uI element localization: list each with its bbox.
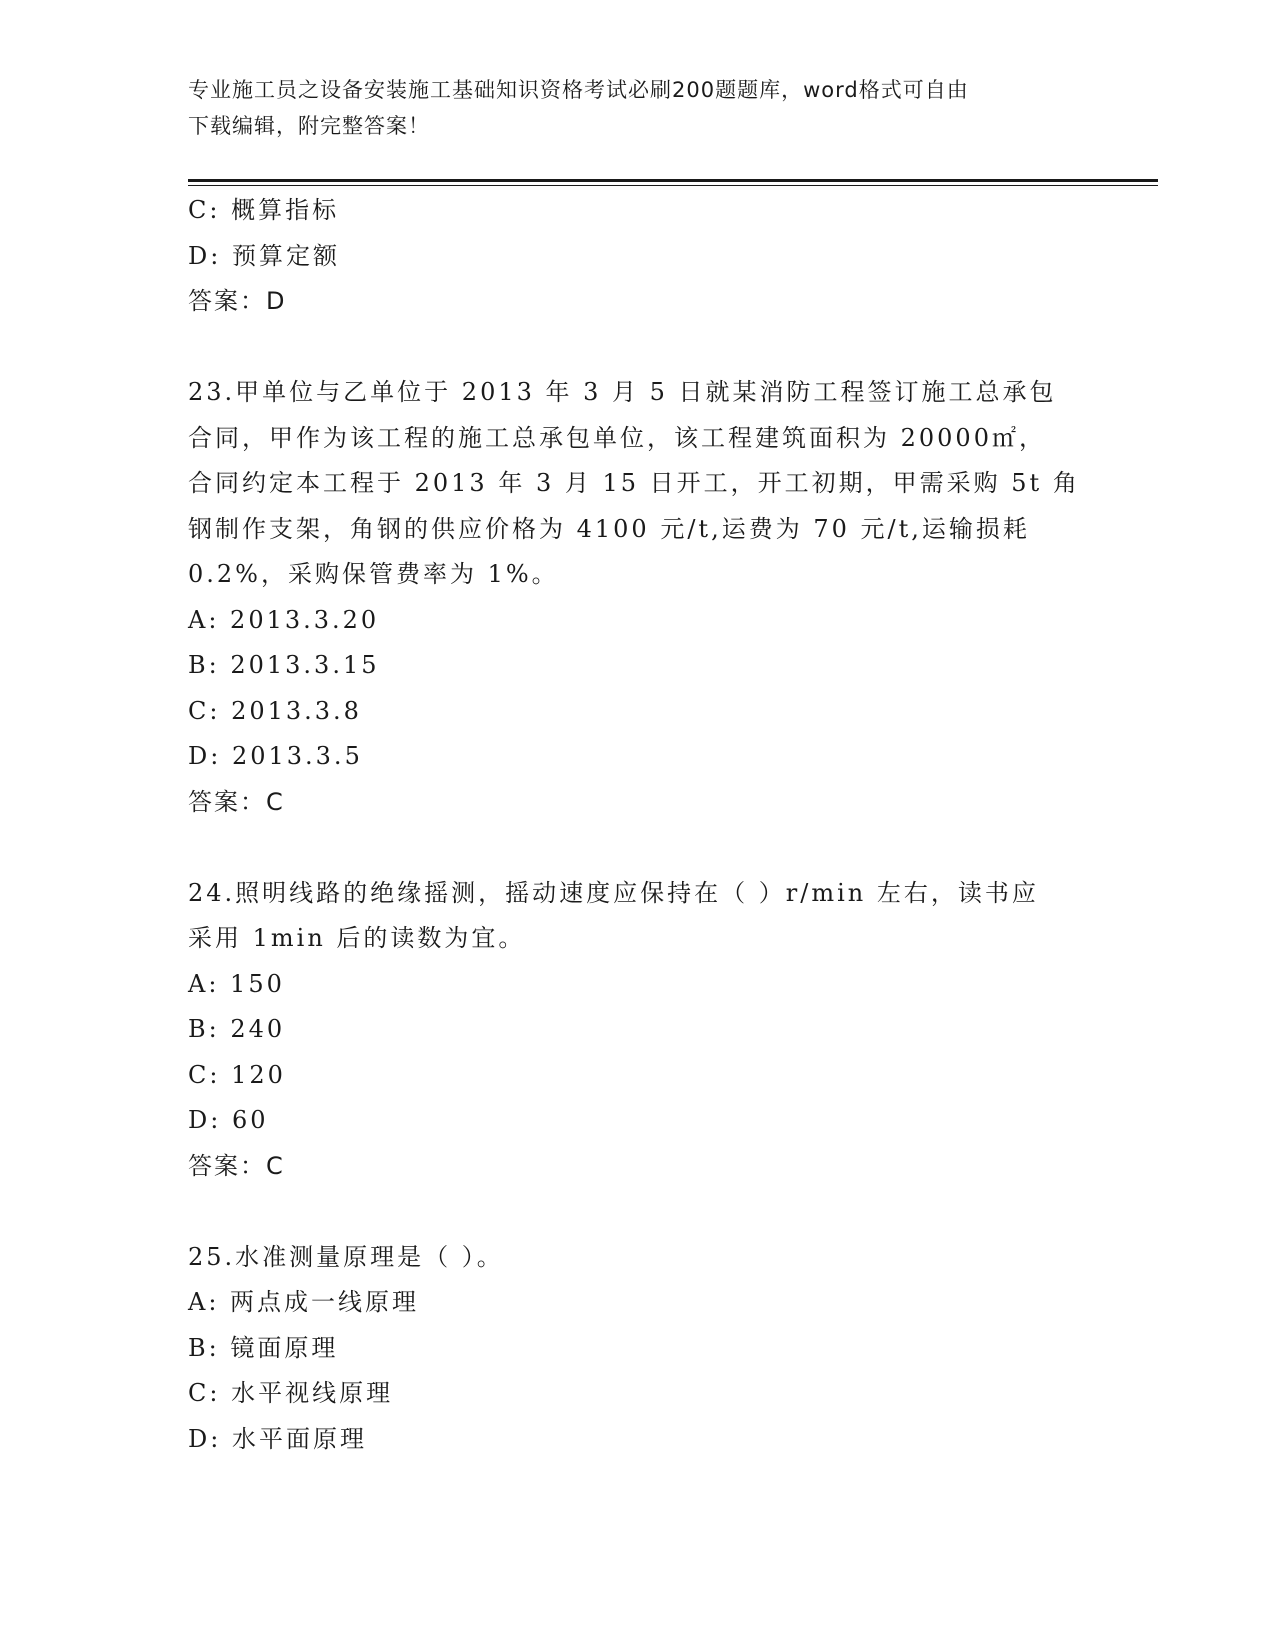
question-list: [188, 188, 1108, 1462]
question-stem-line: 24.照明线路的绝缘摇测，摇动速度应保持在（ ）r/min 左右，读书应: [188, 878, 1039, 907]
question-stem-line: 合同，甲作为该工程的施工总承包单位，该工程建筑面积为 20000㎡，: [188, 423, 1046, 452]
option-a: A: 150: [188, 969, 285, 998]
header-line-2: 下载编辑，附完整答案！: [188, 114, 430, 138]
option-c: C: 120: [188, 1060, 286, 1089]
answer-label: 答案：D: [188, 287, 287, 315]
answer-label: 答案：C: [188, 1151, 285, 1180]
header-divider-thick: [188, 179, 1158, 182]
option-b: B: 240: [188, 1015, 286, 1043]
question-25: [188, 1235, 1108, 1463]
option-c: C: 水平视线原理: [188, 1379, 394, 1407]
question-spacer: [188, 325, 1108, 371]
header-divider-thin: [188, 185, 1158, 186]
document-header: [188, 72, 1088, 144]
option-d: D: 预算定额: [188, 241, 340, 270]
question-spacer: [188, 825, 1108, 871]
question-stem-line: 0.2%，采购保管费率为 1%。: [188, 560, 559, 588]
question-stem-line: 合同约定本工程于 2013 年 3 月 15 日开工，开工初期，甲需采购 5t 角: [188, 469, 1080, 497]
option-d: D: 水平面原理: [188, 1424, 367, 1453]
question-22-continued: [188, 188, 1108, 325]
option-c: C: 概算指标: [188, 196, 340, 224]
question-23: [188, 370, 1108, 825]
question-stem-line: 采用 1min 后的读数为宜。: [188, 924, 526, 952]
option-c: C: 2013.3.8: [188, 696, 362, 725]
answer-label: 答案：C: [188, 787, 285, 816]
option-a: A: 2013.3.20: [188, 605, 380, 634]
option-d: D: 2013.3.5: [188, 742, 363, 770]
option-b: B: 2013.3.15: [188, 651, 380, 679]
question-24: [188, 871, 1108, 1190]
question-spacer: [188, 1189, 1108, 1235]
option-b: B: 镜面原理: [188, 1333, 339, 1362]
option-d: D: 60: [188, 1106, 269, 1134]
question-stem-line: 25.水准测量原理是（ ）。: [188, 1242, 504, 1271]
question-stem-line: 钢制作支架，角钢的供应价格为 4100 元/t,运费为 70 元/t,运输损耗: [188, 514, 1030, 543]
question-stem-line: 23.甲单位与乙单位于 2013 年 3 月 5 日就某消防工程签订施工总承包: [188, 378, 1057, 406]
option-a: A: 两点成一线原理: [188, 1288, 420, 1316]
header-line-1: 专业施工员之设备安装施工基础知识资格考试必刷200题题库，word格式可自由: [188, 78, 969, 102]
